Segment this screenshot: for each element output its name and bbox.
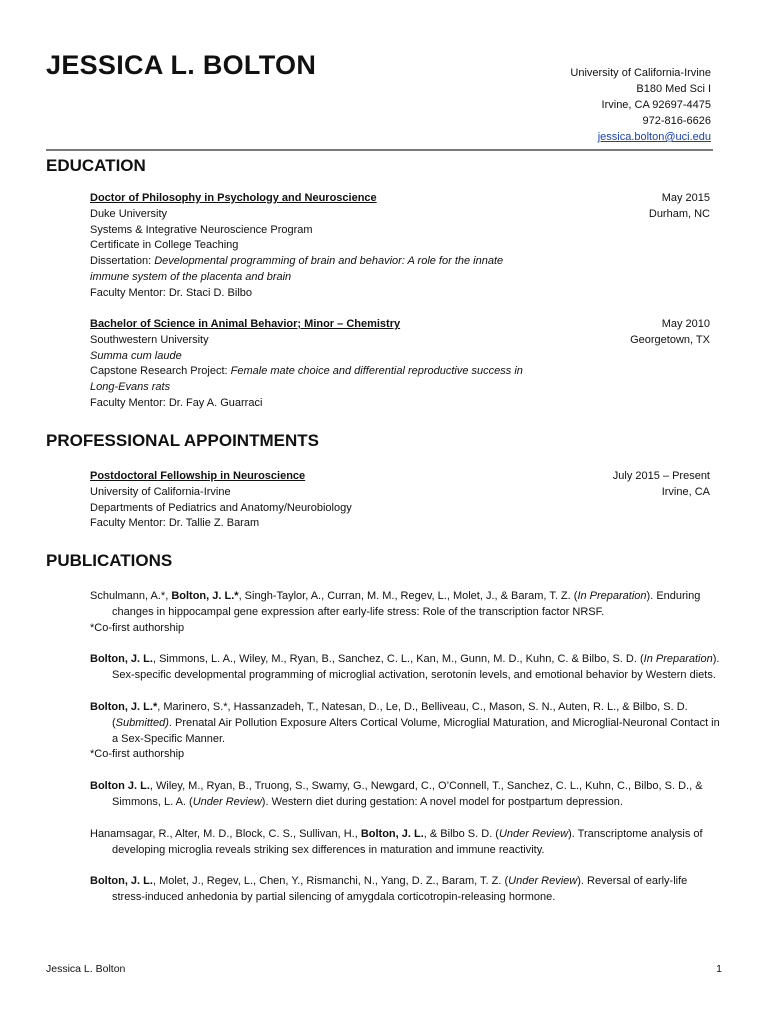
certificate: Certificate in College Teaching <box>90 239 239 252</box>
faculty-mentor: Faculty Mentor: Dr. Fay A. Guarraci <box>90 396 263 409</box>
degree-date: May 2015 <box>661 192 710 204</box>
publication-item <box>90 827 722 859</box>
degree-title: Doctor of Philosophy in Psychology and Neuroscience <box>90 192 377 204</box>
school-name: Southwestern University <box>90 333 209 346</box>
section-heading-appointments: PROFESSIONAL APPOINTMENTS <box>46 431 319 450</box>
page-number: 1 <box>716 963 722 975</box>
honor: Summa cum laude <box>90 349 182 362</box>
pub-status: In Preparation <box>643 653 713 666</box>
faculty-mentor: Faculty Mentor: Dr. Tallie Z. Baram <box>90 517 260 530</box>
contact-city: Irvine, CA 92697-4475 <box>601 99 711 111</box>
pub-authors-post: , Singh-Taylor, A., Curran, M. M., Regev, L., Molet, J., & Baram, T. Z. ( <box>238 590 578 602</box>
degree-location: Durham, NC <box>648 207 710 220</box>
pub-authors-pre: Schulmann, A.*, <box>90 590 172 602</box>
email-link[interactable]: jessica.bolton@uci.edu <box>597 131 711 143</box>
capstone-label: Capstone Research Project: <box>90 365 231 378</box>
appointment-date: July 2015 – Present <box>612 470 710 482</box>
publication-item <box>90 700 722 763</box>
pub-status: Under Review <box>508 875 578 888</box>
pub-title: ). Western diet during gestation: A novel model for postpartum depression. <box>261 795 623 808</box>
contact-institution: University of California-Irvine <box>570 67 711 79</box>
contact-phone: 972-816-6626 <box>642 115 711 127</box>
pub-author-self: Bolton, J. L.* <box>171 590 239 602</box>
pub-title: ). Sex-specific developmental programming of microglial activation, serotonin levels, and emotional behavior by Western diets. <box>112 653 720 682</box>
pub-author-self: Bolton, J. L.* <box>90 700 158 713</box>
dissertation <box>90 254 540 286</box>
pub-authors-post: , Molet, J., Regev, L., Chen, Y., Rismanchi, N., Yang, D. Z., Baram, T. Z. ( <box>152 875 509 888</box>
pub-authors-pre: Hanamsagar, R., Alter, M. D., Block, C. S., Sullivan, H., <box>90 827 361 840</box>
pub-status: Under Review <box>498 827 569 840</box>
appointment-title: Postdoctoral Fellowship in Neuroscience <box>90 470 306 482</box>
pub-title: ). Enduring changes in hippocampal gene expression after early-life stress: Role of the transcription factor NRSF. <box>112 590 701 618</box>
program-name: Systems & Integrative Neuroscience Program <box>90 223 313 236</box>
pub-title: ). Transcriptome analysis of developing microglia reveals striking sex differences in maturation and immune reactivity. <box>112 827 703 856</box>
degree-location: Georgetown, TX <box>630 333 710 346</box>
pub-authors-post: , Marinero, S.*, Hassanzadeh, T., Natesan, D., Le, D., Belliveau, C., Mason, S. N., Auten, R. L., & Bilbo, S. D. ( <box>112 700 688 729</box>
pub-note: *Co-first authorship <box>90 621 185 634</box>
education-entry-bs <box>90 317 710 412</box>
pub-authors-post: , Wiley, M., Ryan, B., Truong, S., Swamy, G., Newgard, C., O’Connell, T., Sanchez, C. L., Kuhn, C., Bilbo, S. D., & Simmons, L. A. ( <box>112 780 703 808</box>
contact-room: B180 Med Sci I <box>636 83 711 95</box>
pub-status: In Preparation <box>577 590 647 602</box>
pub-status: Submitted) <box>115 716 169 729</box>
contact-block <box>451 65 711 145</box>
pub-note: *Co-first authorship <box>90 748 185 761</box>
pub-author-self: Bolton J. L. <box>90 780 150 793</box>
faculty-mentor: Faculty Mentor: Dr. Staci D. Bilbo <box>90 286 252 299</box>
department: Departments of Pediatrics and Anatomy/Neurobiology <box>90 501 352 514</box>
section-heading-publications: PUBLICATIONS <box>46 551 173 570</box>
section-heading-education: EDUCATION <box>46 156 146 175</box>
pub-title: ). Reversal of early-life stress-induced anhedonia by partial silencing of amygdala corticotropin-releasing hormone. <box>112 875 688 904</box>
school-name: Duke University <box>90 207 168 220</box>
degree-date: May 2010 <box>661 318 710 330</box>
appointment-entry-postdoc <box>90 469 710 532</box>
pub-author-self: Bolton, J. L. <box>360 827 424 840</box>
institution-name: University of California-Irvine <box>90 485 231 498</box>
publication-item <box>90 874 722 906</box>
pub-title: . Prenatal Air Pollution Exposure Alters Cortical Volume, Microglial Maturation, and Microglial-Neuronal Contact in a Sex-Specific Manner. <box>112 716 720 745</box>
dissertation-title: Developmental programming of brain and behavior: A role for the innate immune system of the placenta and brain <box>90 255 504 283</box>
dissertation-label: Dissertation: <box>90 255 155 268</box>
publication-item <box>90 589 722 636</box>
header-divider <box>46 149 713 151</box>
capstone <box>90 364 540 396</box>
pub-authors-post: , Simmons, L. A., Wiley, M., Ryan, B., Sanchez, C. L., Kan, M., Gunn, M. D., Kuhn, C. & Bilbo, S. D. ( <box>152 653 644 666</box>
pub-author-self: Bolton, J. L. <box>90 653 153 666</box>
capstone-title: Female mate choice and differential reproductive success in Long-Evans rats <box>90 365 523 394</box>
pub-status: Under Review <box>192 795 262 808</box>
degree-title: Bachelor of Science in Animal Behavior; Minor – Chemistry <box>90 318 401 330</box>
publication-list <box>90 589 722 922</box>
publication-item <box>90 779 722 811</box>
publication-item <box>90 652 722 684</box>
appointment-location: Irvine, CA <box>661 485 710 498</box>
education-entry-phd <box>90 191 710 302</box>
pub-author-self: Bolton, J. L. <box>90 875 153 888</box>
cv-name: JESSICA L. BOLTON <box>46 50 317 80</box>
pub-authors-post: , & Bilbo S. D. ( <box>423 827 499 840</box>
footer-name: Jessica L. Bolton <box>46 963 126 975</box>
